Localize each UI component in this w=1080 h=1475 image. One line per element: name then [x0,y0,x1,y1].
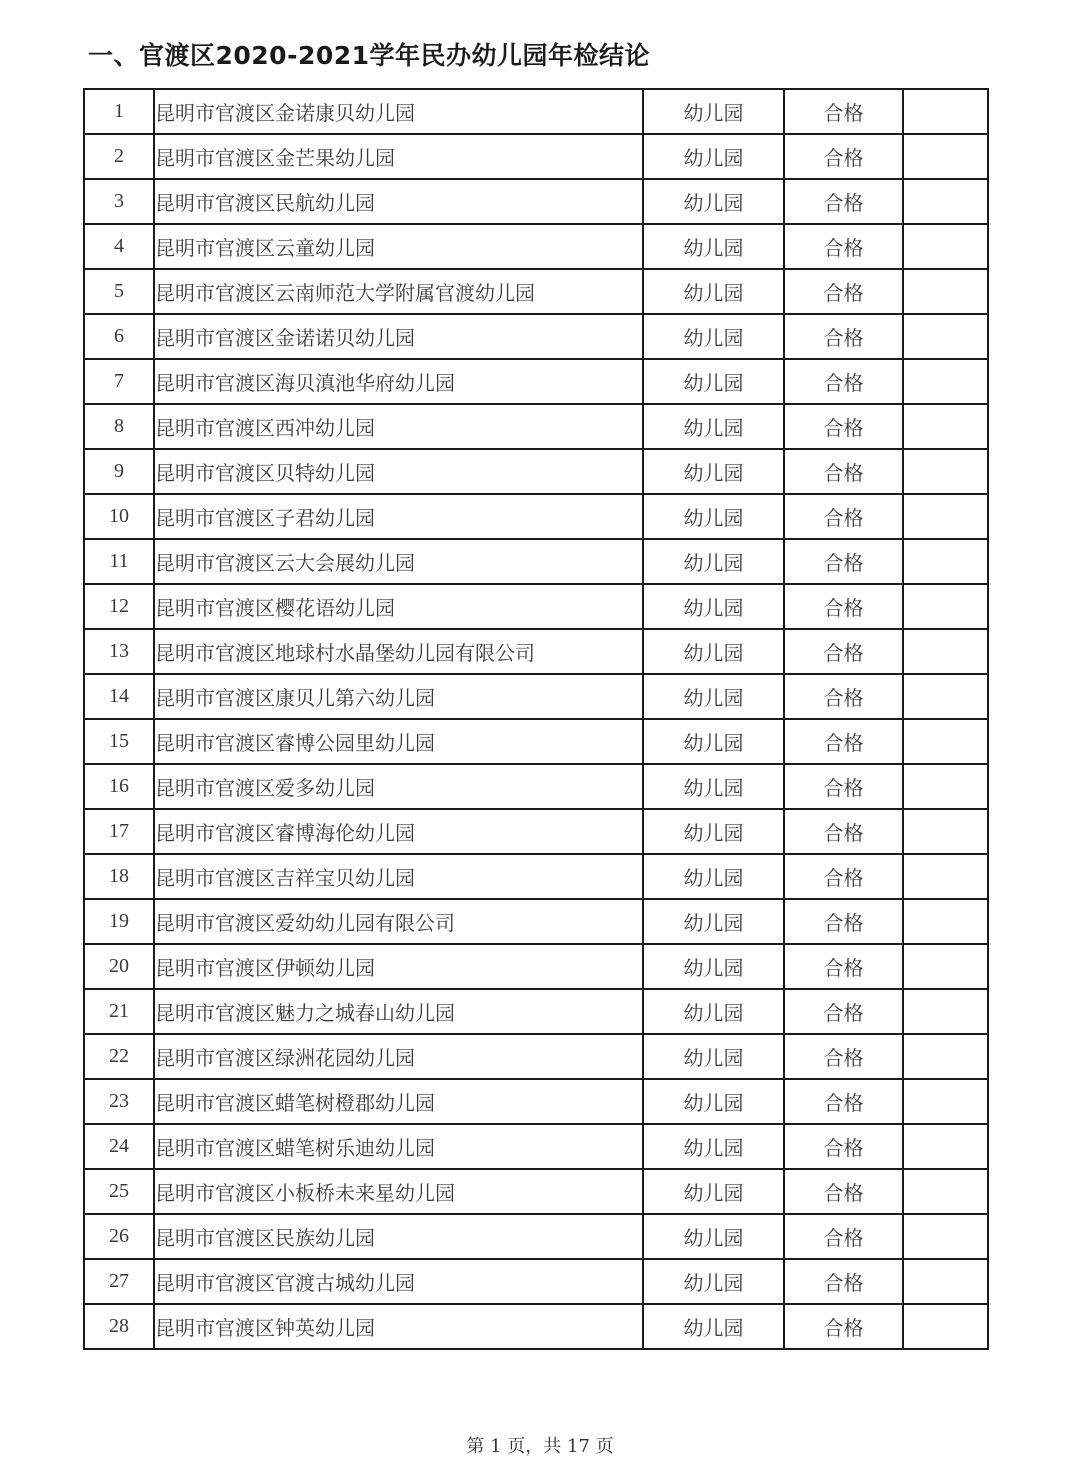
institution-type-cell: 幼儿园 [643,764,784,809]
institution-type-cell: 幼儿园 [643,269,784,314]
kindergarten-name-cell: 昆明市官渡区睿博公园里幼儿园 [154,719,643,764]
institution-type-cell: 幼儿园 [643,944,784,989]
kindergarten-name-cell: 昆明市官渡区绿洲花园幼儿园 [154,1034,643,1079]
row-number-cell: 26 [84,1214,154,1259]
kindergarten-name-cell: 昆明市官渡区云大会展幼儿园 [154,539,643,584]
institution-type-cell: 幼儿园 [643,1214,784,1259]
kindergarten-name-cell: 昆明市官渡区爱幼幼儿园有限公司 [154,899,643,944]
row-number-cell: 2 [84,134,154,179]
kindergarten-name-cell: 昆明市官渡区吉祥宝贝幼儿园 [154,854,643,899]
remarks-cell [903,1304,988,1349]
kindergarten-name-cell: 昆明市官渡区地球村水晶堡幼儿园有限公司 [154,629,643,674]
remarks-cell [903,539,988,584]
institution-type-cell: 幼儿园 [643,1124,784,1169]
kindergarten-inspection-table [83,88,989,1350]
remarks-cell [903,449,988,494]
remarks-cell [903,314,988,359]
kindergarten-name-cell: 昆明市官渡区子君幼儿园 [154,494,643,539]
inspection-result-cell: 合格 [784,989,903,1034]
row-number-cell: 7 [84,359,154,404]
remarks-cell [903,359,988,404]
kindergarten-name-cell: 昆明市官渡区官渡古城幼儿园 [154,1259,643,1304]
remarks-cell [903,1259,988,1304]
remarks-cell [903,89,988,134]
institution-type-cell: 幼儿园 [643,539,784,584]
kindergarten-name-cell: 昆明市官渡区贝特幼儿园 [154,449,643,494]
table-row [84,224,988,269]
row-number-cell: 20 [84,944,154,989]
inspection-result-cell: 合格 [784,764,903,809]
remarks-cell [903,899,988,944]
institution-type-cell: 幼儿园 [643,1304,784,1349]
remarks-cell [903,224,988,269]
table-row [84,1124,988,1169]
remarks-cell [903,494,988,539]
kindergarten-name-cell: 昆明市官渡区爱多幼儿园 [154,764,643,809]
table-row [84,1214,988,1259]
table-row [84,1169,988,1214]
kindergarten-name-cell: 昆明市官渡区民航幼儿园 [154,179,643,224]
inspection-result-cell: 合格 [784,809,903,854]
inspection-result-cell: 合格 [784,899,903,944]
table-row [84,179,988,224]
table-row [84,494,988,539]
table-row [84,269,988,314]
institution-type-cell: 幼儿园 [643,629,784,674]
row-number-cell: 1 [84,89,154,134]
institution-type-cell: 幼儿园 [643,584,784,629]
row-number-cell: 21 [84,989,154,1034]
remarks-cell [903,989,988,1034]
kindergarten-name-cell: 昆明市官渡区云童幼儿园 [154,224,643,269]
row-number-cell: 22 [84,1034,154,1079]
row-number-cell: 18 [84,854,154,899]
kindergarten-name-cell: 昆明市官渡区蜡笔树橙郡幼儿园 [154,1079,643,1124]
table-row [84,449,988,494]
institution-type-cell: 幼儿园 [643,719,784,764]
table-row [84,1034,988,1079]
row-number-cell: 19 [84,899,154,944]
row-number-cell: 6 [84,314,154,359]
remarks-cell [903,719,988,764]
table-row [84,899,988,944]
institution-type-cell: 幼儿园 [643,404,784,449]
table-row [84,1079,988,1124]
kindergarten-name-cell: 昆明市官渡区魅力之城春山幼儿园 [154,989,643,1034]
row-number-cell: 9 [84,449,154,494]
row-number-cell: 24 [84,1124,154,1169]
institution-type-cell: 幼儿园 [643,1169,784,1214]
remarks-cell [903,404,988,449]
row-number-cell: 3 [84,179,154,224]
institution-type-cell: 幼儿园 [643,809,784,854]
table-row [84,314,988,359]
kindergarten-name-cell: 昆明市官渡区伊顿幼儿园 [154,944,643,989]
table-row [84,359,988,404]
kindergarten-name-cell: 昆明市官渡区蜡笔树乐迪幼儿园 [154,1124,643,1169]
inspection-result-cell: 合格 [784,134,903,179]
row-number-cell: 8 [84,404,154,449]
row-number-cell: 5 [84,269,154,314]
table-row [84,764,988,809]
table-row [84,89,988,134]
institution-type-cell: 幼儿园 [643,989,784,1034]
kindergarten-name-cell: 昆明市官渡区海贝滇池华府幼儿园 [154,359,643,404]
inspection-result-cell: 合格 [784,674,903,719]
row-number-cell: 17 [84,809,154,854]
table-row [84,719,988,764]
table-row [84,1304,988,1349]
table-row [84,989,988,1034]
remarks-cell [903,854,988,899]
kindergarten-name-cell: 昆明市官渡区睿博海伦幼儿园 [154,809,643,854]
inspection-result-cell: 合格 [784,1259,903,1304]
inspection-result-cell: 合格 [784,944,903,989]
inspection-result-cell: 合格 [784,224,903,269]
kindergarten-name-cell: 昆明市官渡区康贝儿第六幼儿园 [154,674,643,719]
remarks-cell [903,809,988,854]
institution-type-cell: 幼儿园 [643,314,784,359]
inspection-result-cell: 合格 [784,314,903,359]
remarks-cell [903,584,988,629]
row-number-cell: 15 [84,719,154,764]
row-number-cell: 12 [84,584,154,629]
row-number-cell: 27 [84,1259,154,1304]
inspection-result-cell: 合格 [784,1124,903,1169]
row-number-cell: 4 [84,224,154,269]
table-row [84,629,988,674]
table-body [84,89,988,1349]
inspection-result-cell: 合格 [784,629,903,674]
table-row [84,404,988,449]
institution-type-cell: 幼儿园 [643,449,784,494]
table-row [84,1259,988,1304]
remarks-cell [903,944,988,989]
kindergarten-name-cell: 昆明市官渡区民族幼儿园 [154,1214,643,1259]
table-row [84,134,988,179]
inspection-result-cell: 合格 [784,404,903,449]
remarks-cell [903,1214,988,1259]
row-number-cell: 14 [84,674,154,719]
inspection-result-cell: 合格 [784,1304,903,1349]
remarks-cell [903,674,988,719]
institution-type-cell: 幼儿园 [643,854,784,899]
row-number-cell: 28 [84,1304,154,1349]
inspection-result-cell: 合格 [784,494,903,539]
inspection-result-cell: 合格 [784,359,903,404]
table-row [84,584,988,629]
institution-type-cell: 幼儿园 [643,89,784,134]
remarks-cell [903,764,988,809]
row-number-cell: 23 [84,1079,154,1124]
kindergarten-name-cell: 昆明市官渡区金诺诺贝幼儿园 [154,314,643,359]
table-row [84,539,988,584]
inspection-result-cell: 合格 [784,854,903,899]
remarks-cell [903,179,988,224]
institution-type-cell: 幼儿园 [643,674,784,719]
remarks-cell [903,1124,988,1169]
institution-type-cell: 幼儿园 [643,899,784,944]
row-number-cell: 10 [84,494,154,539]
kindergarten-name-cell: 昆明市官渡区云南师范大学附属官渡幼儿园 [154,269,643,314]
table-row [84,674,988,719]
inspection-result-cell: 合格 [784,1079,903,1124]
inspection-result-cell: 合格 [784,719,903,764]
table-row [84,854,988,899]
institution-type-cell: 幼儿园 [643,1034,784,1079]
institution-type-cell: 幼儿园 [643,359,784,404]
remarks-cell [903,269,988,314]
kindergarten-name-cell: 昆明市官渡区金诺康贝幼儿园 [154,89,643,134]
institution-type-cell: 幼儿园 [643,134,784,179]
kindergarten-name-cell: 昆明市官渡区樱花语幼儿园 [154,584,643,629]
inspection-result-cell: 合格 [784,179,903,224]
row-number-cell: 25 [84,1169,154,1214]
row-number-cell: 16 [84,764,154,809]
inspection-result-cell: 合格 [784,89,903,134]
remarks-cell [903,1169,988,1214]
institution-type-cell: 幼儿园 [643,224,784,269]
document-title: 一、官渡区2020-2021学年民办幼儿园年检结论 [88,41,651,70]
inspection-result-cell: 合格 [784,1034,903,1079]
remarks-cell [903,1034,988,1079]
inspection-result-cell: 合格 [784,1214,903,1259]
kindergarten-name-cell: 昆明市官渡区钟英幼儿园 [154,1304,643,1349]
row-number-cell: 13 [84,629,154,674]
page-footer: 第 1 页，共 17 页 [466,1436,614,1457]
remarks-cell [903,134,988,179]
kindergarten-name-cell: 昆明市官渡区西冲幼儿园 [154,404,643,449]
inspection-result-cell: 合格 [784,1169,903,1214]
kindergarten-name-cell: 昆明市官渡区小板桥未来星幼儿园 [154,1169,643,1214]
institution-type-cell: 幼儿园 [643,1259,784,1304]
inspection-result-cell: 合格 [784,584,903,629]
remarks-cell [903,1079,988,1124]
inspection-result-cell: 合格 [784,449,903,494]
table-row [84,809,988,854]
row-number-cell: 11 [84,539,154,584]
table-row [84,944,988,989]
inspection-result-cell: 合格 [784,269,903,314]
inspection-result-cell: 合格 [784,539,903,584]
kindergarten-name-cell: 昆明市官渡区金芒果幼儿园 [154,134,643,179]
institution-type-cell: 幼儿园 [643,179,784,224]
remarks-cell [903,629,988,674]
institution-type-cell: 幼儿园 [643,494,784,539]
institution-type-cell: 幼儿园 [643,1079,784,1124]
